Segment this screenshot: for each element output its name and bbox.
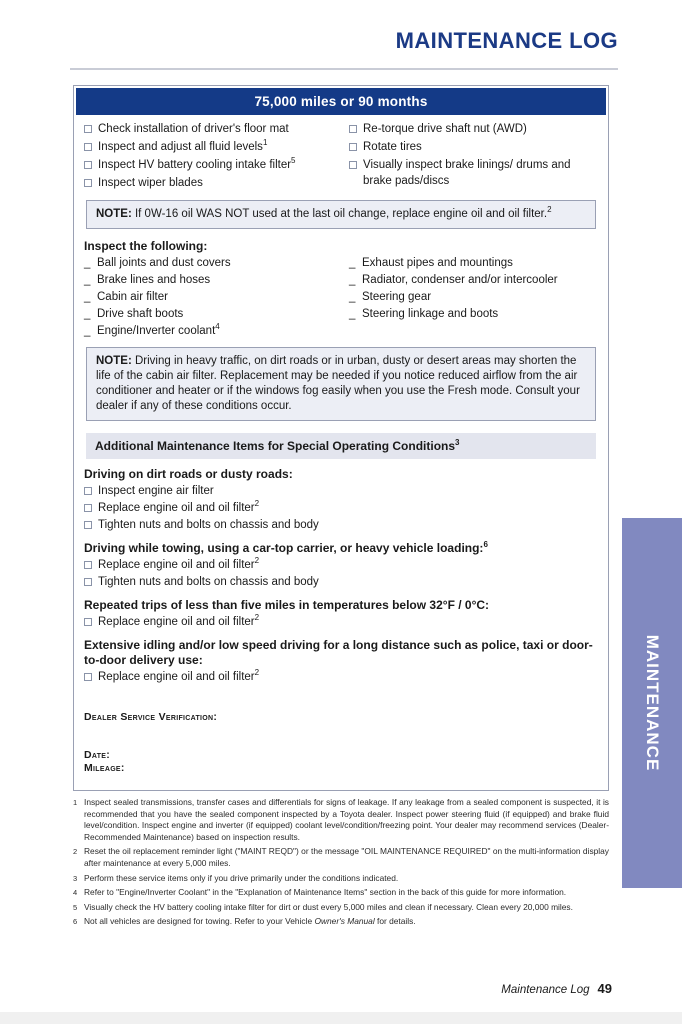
footnote-number: 1 (73, 798, 78, 807)
checkbox-icon[interactable] (84, 504, 92, 512)
checklist-item[interactable] (84, 139, 341, 155)
inspect-item (349, 255, 598, 272)
inspect-list (84, 255, 598, 340)
footnote-text: Refer to "Engine/Inverter Coolant" in the "Explanation of Maintenance Items" section in the back of this guide for more information. (84, 887, 567, 898)
note-oil (86, 200, 596, 229)
footnote (73, 916, 609, 928)
special-conditions-band (86, 433, 596, 459)
checkbox-icon[interactable] (84, 561, 92, 569)
checklist-item-label: Inspect HV battery cooling intake filter$^5$ (98, 156, 296, 171)
checklist-column-right (341, 121, 598, 193)
footnote-number: 3 (73, 873, 78, 883)
condition-item-label: Replace engine oil and oil filter$^2$ (98, 668, 260, 683)
checklist-item[interactable] (349, 121, 598, 137)
condition-item-label: Tighten nuts and bolts on chassis and body (98, 576, 319, 588)
interval-header-bar (76, 88, 606, 115)
footnote-ref: 6 (483, 540, 488, 549)
checkbox-icon[interactable] (84, 578, 92, 586)
inspect-item-label: Cabin air filter (97, 291, 168, 303)
inspect-section-title: Inspect the following: (84, 239, 208, 253)
footnotes (73, 797, 609, 931)
checkbox-icon[interactable] (84, 487, 92, 495)
inspect-item (349, 289, 598, 306)
footnote-number: 4 (73, 888, 78, 898)
inspect-item (84, 289, 341, 306)
footnote-ref: 2 (254, 613, 260, 623)
footnote-ref: 4 (215, 322, 220, 332)
note-oil-text: If 0W-16 oil WAS NOT used at the last oil change, replace engine oil and oil filter. (131, 208, 548, 220)
note-cabin-filter (86, 347, 596, 421)
checkbox-icon[interactable] (84, 179, 92, 187)
special-conditions-groups (84, 467, 598, 685)
condition-checklist-item[interactable] (84, 483, 598, 499)
inspect-item-label: Ball joints and dust covers (97, 257, 231, 269)
inspect-item-label: Radiator, condenser and/or intercooler (362, 274, 558, 286)
interval-label: 75,000 miles or 90 months (254, 94, 428, 109)
page-number: 49 (597, 981, 612, 996)
condition-group-heading: Driving on dirt roads or dusty roads: (84, 467, 293, 481)
checklist-item-label: Inspect wiper blades (98, 177, 203, 189)
note-cabin-text: Driving in heavy traffic, on dirt roads or in urban, dusty or desert areas may shorten the life of the cabin air filter. Replacement may be needed if you notice reduced airflow from the air conditioner and heater or if the windows fog easily when you use the Fresh mode. Consult your dealer if any of these conditions occur. (96, 355, 580, 412)
note-oil-label: NOTE: (96, 208, 132, 220)
condition-checklist-item[interactable] (84, 517, 598, 533)
inspect-item-label: Exhaust pipes and mountings (362, 257, 513, 269)
page-footer-label: Maintenance Log (501, 984, 590, 996)
footnote-text: Visually check the HV battery cooling intake filter for dirt or dust every 5,000 miles and clean if necessary. Clean every 20,000 miles. (84, 901, 573, 912)
inspect-item (84, 272, 341, 289)
inspect-item-label: Steering linkage and boots (362, 308, 499, 320)
footnote-number: 5 (73, 902, 78, 912)
checkbox-icon[interactable] (349, 143, 357, 151)
page-footer (62, 981, 612, 996)
dash-bullet-icon: _ (84, 308, 91, 320)
condition-group-heading: Driving while towing, using a car-top carrier, or heavy vehicle loading:$^6$ (84, 540, 488, 555)
footnote-text: Reset the oil replacement reminder light ("MAINT REQD") or the message "OIL MAINTENANCE REQUIRED" on the multi-information display after maintenance at every 5,000 miles. (84, 846, 609, 868)
checklist-column-left (84, 121, 341, 193)
checklist-item-label: Check installation of driver's floor mat (98, 123, 289, 135)
condition-group-heading: Extensive idling and/or low speed driving for a long distance such as police, taxi or door-to-door delivery use: (84, 638, 593, 667)
side-tab-maintenance[interactable] (622, 518, 682, 888)
condition-item-label: Replace engine oil and oil filter$^2$ (98, 613, 260, 628)
condition-item-label: Inspect engine air filter (98, 485, 214, 497)
condition-item-label: Tighten nuts and bolts on chassis and body (98, 519, 319, 531)
dash-bullet-icon: _ (349, 308, 356, 320)
checklist-item[interactable] (84, 157, 341, 173)
footnote (73, 887, 609, 899)
condition-checklist-item[interactable] (84, 669, 598, 685)
checklist-item-label: Visually inspect brake linings/ drums and brake pads/discs (363, 159, 571, 187)
note-oil-footnote-ref: 2 (547, 205, 552, 215)
dash-bullet-icon: _ (84, 274, 91, 286)
checklist-item[interactable] (349, 139, 598, 155)
footnote-text: Not all vehicles are designed for towing. Refer to your Vehicle Owner's Manual for details. (84, 916, 416, 927)
footnote (73, 797, 609, 843)
special-conditions-footnote-ref: 3 (455, 438, 460, 447)
page-header (62, 28, 618, 54)
checklist-item[interactable] (84, 175, 341, 191)
inspect-item-label: Engine/Inverter coolant$^4$ (97, 322, 220, 337)
page-bottom-edge (0, 1012, 682, 1024)
checklist-item-label: Inspect and adjust all fluid levels$^1$ (98, 138, 268, 153)
dash-bullet-icon: _ (84, 257, 91, 269)
inspect-item (84, 255, 341, 272)
header-divider (70, 68, 618, 70)
footnote-text: Inspect sealed transmissions, transfer cases and differentials for signs of leakage. If any leakage from a sealed component is suspected, it is recommended that you have the sealed component inspected by a Toyota dealer. Inspect power steering fluid (if equipped) and brake fluid level/condition. Inspect engine and inverter (if equipped) coolant level/condition/freezing point. Your dealer may recommend services (Dealer-Recommended Maintenance) based on inspection results. (84, 797, 609, 842)
condition-group-heading: Repeated trips of less than five miles in temperatures below 32°F / 0°C: (84, 598, 490, 612)
checklist-item-label: Re-torque drive shaft nut (AWD) (363, 123, 527, 135)
checkbox-icon[interactable] (349, 161, 357, 169)
checkbox-icon[interactable] (84, 618, 92, 626)
page-title: MAINTENANCE LOG (395, 28, 618, 53)
side-tab-label: MAINTENANCE (643, 634, 662, 772)
condition-checklist-item[interactable] (84, 500, 598, 516)
footnote-ref: 1 (262, 138, 268, 148)
footnote-number: 2 (73, 847, 78, 857)
condition-checklist-item[interactable] (84, 614, 598, 630)
mileage-label: Mileage: (84, 762, 125, 774)
note-cabin-label: NOTE: (96, 355, 132, 367)
special-conditions-title: Additional Maintenance Items for Special Operating Conditions (95, 439, 456, 453)
footnote (73, 902, 609, 914)
inspect-item (84, 306, 341, 323)
box-inner (74, 115, 608, 774)
footnote-ref: 2 (254, 499, 260, 509)
checkbox-icon[interactable] (84, 161, 92, 169)
dash-bullet-icon: _ (349, 274, 356, 286)
checkbox-icon[interactable] (349, 125, 357, 133)
footnote-ref: 5 (291, 156, 296, 166)
footnote-number: 6 (73, 917, 78, 927)
primary-checklist (84, 121, 598, 193)
checklist-item-label: Rotate tires (363, 141, 422, 153)
footnote-ref: 2 (254, 556, 260, 566)
footnote-ref: 2 (254, 668, 260, 678)
inspect-item-label: Steering gear (362, 291, 432, 303)
inspect-column-right (341, 255, 598, 340)
inspect-item (349, 272, 598, 289)
condition-checklist-item[interactable] (84, 574, 598, 590)
footnote (73, 873, 609, 885)
condition-checklist-item[interactable] (84, 557, 598, 573)
checkbox-icon[interactable] (84, 143, 92, 151)
dealer-service-verification-title: Dealer Service Verification: (84, 711, 218, 723)
checkbox-icon[interactable] (84, 125, 92, 133)
date-label: Date: (84, 749, 111, 761)
condition-item-label: Replace engine oil and oil filter$^2$ (98, 556, 260, 571)
condition-item-label: Replace engine oil and oil filter$^2$ (98, 499, 260, 514)
checkbox-icon[interactable] (84, 521, 92, 529)
maintenance-log-box (73, 85, 609, 791)
dash-bullet-icon: _ (84, 325, 91, 337)
checkbox-icon[interactable] (84, 673, 92, 681)
inspect-item (84, 323, 341, 340)
checklist-item[interactable] (84, 121, 341, 137)
footnote (73, 846, 609, 869)
inspect-item (349, 306, 598, 323)
inspect-item-label: Drive shaft boots (97, 308, 184, 320)
inspect-column-left (84, 255, 341, 340)
dash-bullet-icon: _ (349, 291, 356, 303)
dash-bullet-icon: _ (84, 291, 91, 303)
inspect-item-label: Brake lines and hoses (97, 274, 211, 286)
dash-bullet-icon: _ (349, 257, 356, 269)
checklist-item[interactable] (349, 157, 598, 189)
footnote-text: Perform these service items only if you drive primarily under the conditions indicated. (84, 872, 399, 883)
